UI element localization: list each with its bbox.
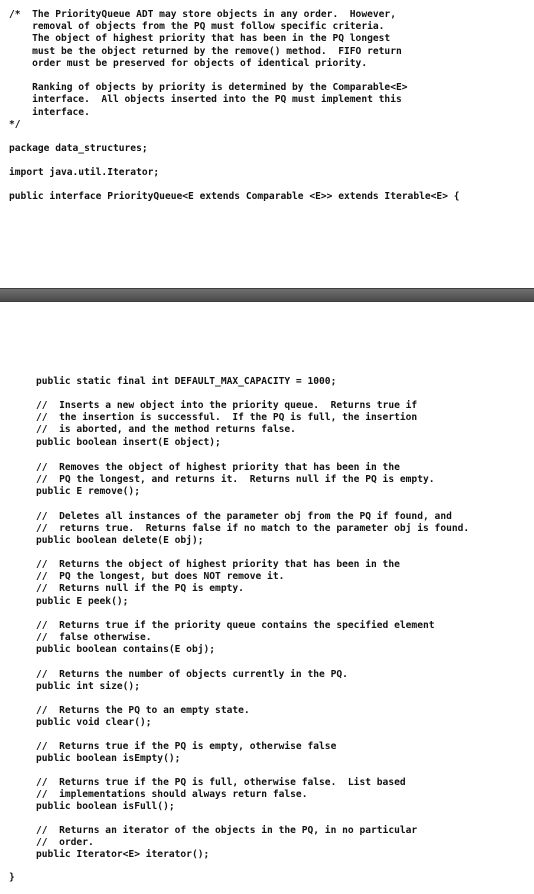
method-doc-and-signature: // Returns an iterator of the objects in the PQ, in no particular // order. public Iterator<E> iterator(); — [36, 825, 418, 861]
document-page-1 — [0, 0, 534, 288]
interface-declaration: public interface PriorityQueue<E extends Comparable <E>> extends Iterable<E> { — [9, 191, 460, 202]
page-separator — [0, 288, 534, 302]
method-doc-and-signature: // Removes the object of highest priority that has been in the // PQ the longest, and returns it. Returns null if the PQ is empty. public E remove(); — [36, 462, 435, 498]
closing-brace: } — [9, 872, 15, 883]
header-comment-block: /* The PriorityQueue ADT may store objects in any order. However, removal of objects from the PQ must follow specific criteria. The object of highest priority that has been in the PQ longest must be the object returned by the remove() method. FIFO return order must be preserved for objects of identical priority. Ranking of objects by priority is determined by the Comparable<E> interface. All objects inserted into the PQ must implement this interface. */ — [9, 9, 408, 130]
method-doc-and-signature: // Returns the number of objects currently in the PQ. public int size(); — [36, 669, 348, 693]
method-doc-and-signature: // Returns true if the PQ is full, otherwise false. List based // implementations should always return false. public boolean isFull(); — [36, 777, 406, 813]
method-doc-and-signature: // Deletes all instances of the parameter obj from the PQ if found, and // returns true. Returns false if no match to the parameter obj is found. public boolean delete(E obj); — [36, 511, 470, 547]
method-doc-and-signature: // Returns the object of highest priority that has been in the // PQ the longest, but does NOT remove it. // Returns null if the PQ is empty. public E peek(); — [36, 559, 400, 607]
document-page-2 — [0, 302, 534, 894]
method-doc-and-signature: // Returns true if the PQ is empty, otherwise false public boolean isEmpty(); — [36, 741, 337, 765]
package-declaration: package data_structures; — [9, 143, 148, 154]
method-doc-and-signature: // Returns the PQ to an empty state. public void clear(); — [36, 705, 250, 729]
import-statement: import java.util.Iterator; — [9, 167, 160, 178]
default-capacity-constant: public static final int DEFAULT_MAX_CAPACITY = 1000; — [36, 376, 337, 387]
method-doc-and-signature: // Returns true if the priority queue contains the specified element // false otherwise. public boolean contains(E obj); — [36, 620, 435, 656]
method-doc-and-signature: // Inserts a new object into the priority queue. Returns true if // the insertion is successful. If the PQ is full, the insertion // is aborted, and the method returns false. public boolean insert(E object); — [36, 400, 418, 448]
